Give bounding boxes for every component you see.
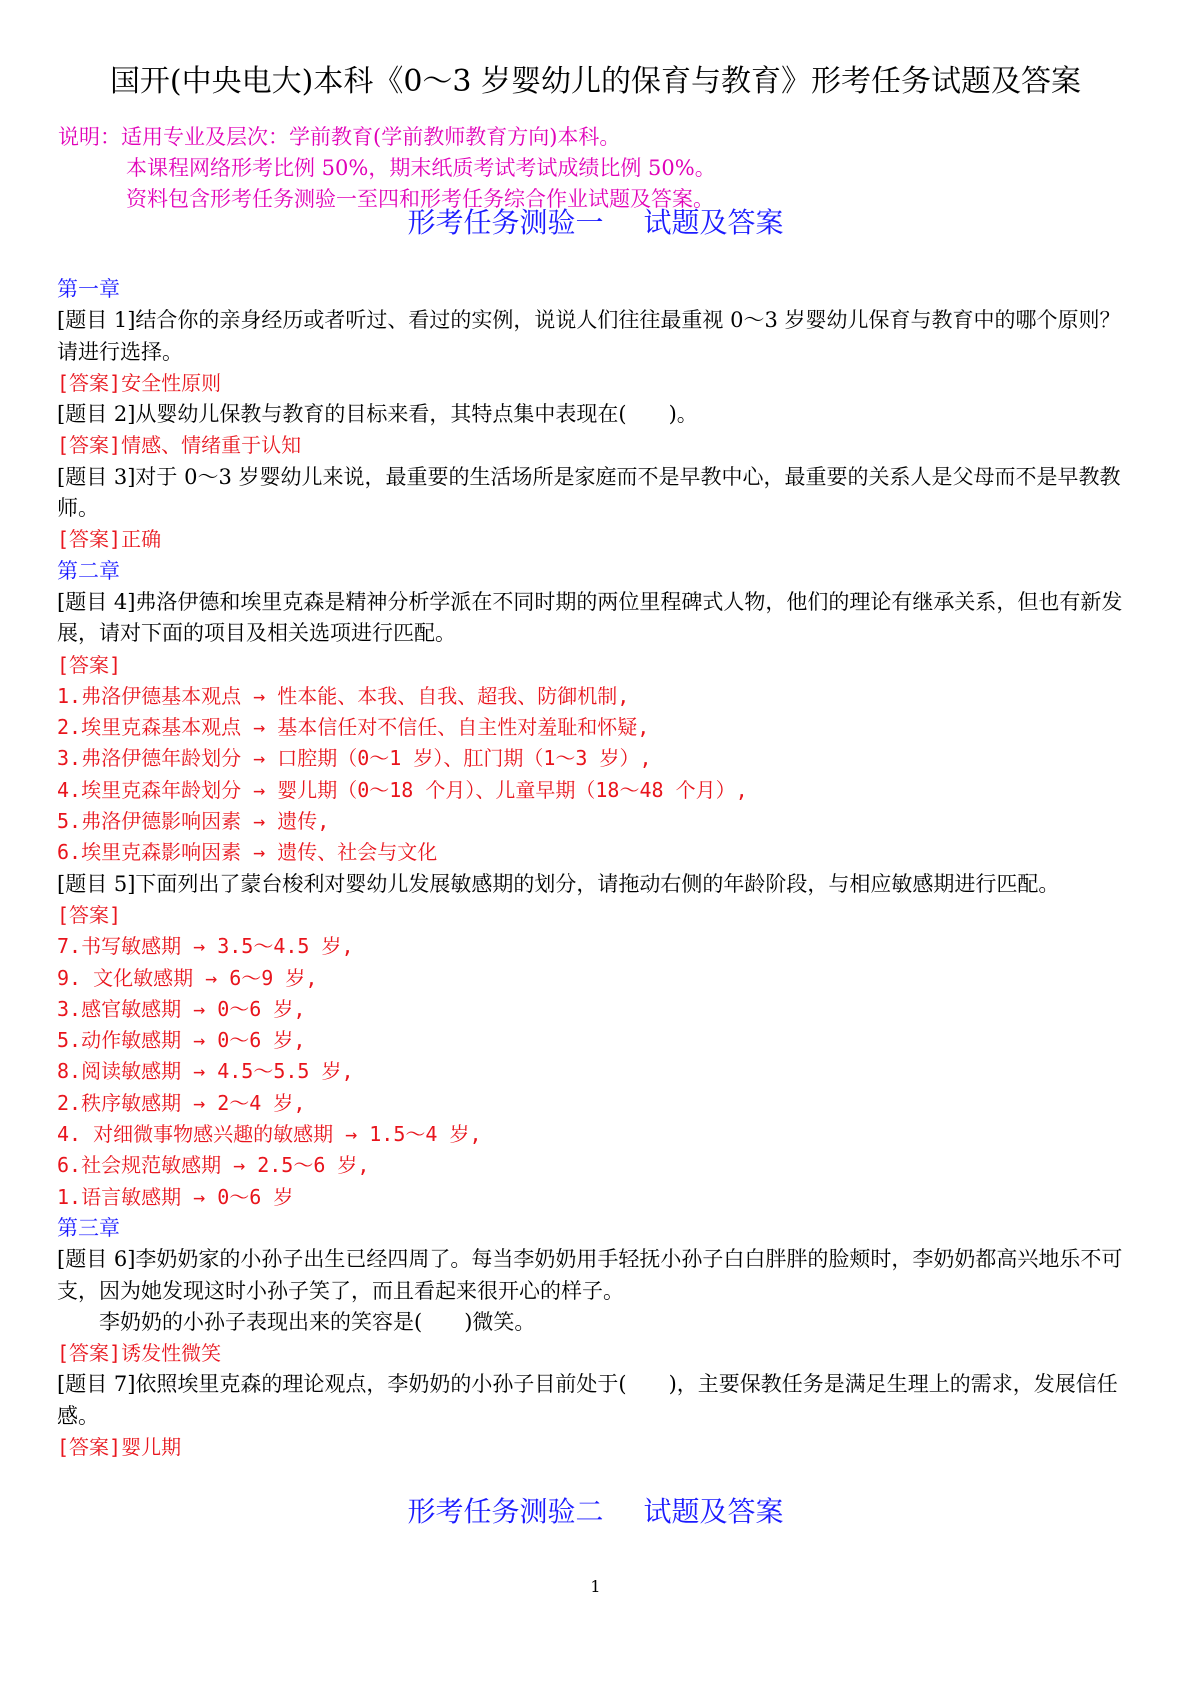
document-title: 国开(中央电大)本科《0～3 岁婴幼儿的保育与教育》形考任务试题及答案: [109, 64, 1082, 99]
chapter-heading: 第二章: [57, 558, 120, 583]
note-line-2: 本课程网络形考比例 50%，期末纸质考试考试成绩比例 50%。: [126, 156, 716, 180]
answer-7: [答案]婴儿期: [57, 1434, 182, 1459]
answer-item: 6.埃里克森影响因素 → 遗传、社会与文化: [57, 840, 438, 865]
question-4: [题目 4]弗洛伊德和埃里克森是精神分析学派在不同时期的两位里程碑式人物，他们的理论有继承关系，但也有新发展，请对下面的项目及相关选项进行匹配。: [57, 589, 1123, 646]
section-1-name: 形考任务测验一: [407, 206, 604, 239]
question-6b-text: 李奶奶的小孙子表现出来的笑容是( )微笑。: [99, 1309, 536, 1334]
question-6: [题目 6]李奶奶家的小孙子出生已经四周了。每当李奶奶用手轻抚小孙子白白胖胖的脸颊时，李奶奶都高兴地乐不可支，因为她发现这时小孙子笑了，而且看起来很开心的样子。: [57, 1247, 1123, 1303]
chapter-heading: 第三章: [57, 1215, 120, 1240]
note-line-1: 说明：适用专业及层次：学前教育(学前教师教育方向)本科。: [58, 125, 621, 149]
question-2: [题目 2]从婴幼儿保教与教育的目标来看，其特点集中表现在( )。: [57, 402, 698, 427]
page-number: 1: [590, 1577, 601, 1596]
answer-item: 4.埃里克森年龄划分 → 婴儿期（0～18 个月）、儿童早期（18～48 个月）,: [57, 777, 748, 802]
answer-5-label: [答案]: [57, 902, 122, 927]
question-1: [题目 1]结合你的亲身经历或者听过、看过的实例，说说人们往往最重视 0～3 岁婴幼儿保育与教育中的哪个原则？请进行选择。: [57, 308, 1121, 364]
answer-item: 7.书写敏感期 → 3.5～4.5 岁,: [57, 934, 354, 959]
answer-4-label: [答案]: [57, 652, 122, 677]
answer-item: 2.埃里克森基本观点 → 基本信任对不信任、自主性对羞耻和怀疑,: [57, 715, 650, 740]
answer-item: 5.弗洛伊德影响因素 → 遗传,: [57, 809, 330, 834]
answer-1: [答案]安全性原则: [57, 370, 222, 395]
section-title-2: [0, 1493, 1191, 1531]
section-2-suffix: 试题及答案: [643, 1495, 784, 1528]
answer-item: 1.语言敏感期 → 0～6 岁: [57, 1184, 294, 1209]
answer-item: 3.弗洛伊德年龄划分 → 口腔期（0～1 岁）、肛门期（1～3 岁）,: [57, 746, 652, 771]
answer-3: [答案]正确: [57, 527, 162, 552]
question-7: [题目 7]依照埃里克森的理论观点，李奶奶的小孙子目前处于( )，主要保教任务是满足生理上的需求，发展信任感。: [57, 1372, 1118, 1428]
question-3: [题目 3]对于 0～3 岁婴幼儿来说，最重要的生活场所是家庭而不是早教中心，最重要的关系人是父母而不是早教教师。: [57, 464, 1121, 521]
answer-item: 4. 对细微事物感兴趣的敏感期 → 1.5～4 岁,: [57, 1122, 482, 1147]
answer-2: [答案]情感、情绪重于认知: [57, 433, 302, 458]
answer-item: 8.阅读敏感期 → 4.5～5.5 岁,: [57, 1059, 354, 1084]
question-6-continued: [57, 1307, 1137, 1338]
answer-item: 9. 文化敏感期 → 6～9 岁,: [57, 965, 318, 990]
answer-item: 3.感官敏感期 → 0～6 岁,: [57, 996, 306, 1021]
section-1-body: [57, 274, 1137, 1463]
note-line-3: 资料包含形考任务测验一至四和形考任务综合作业试题及答案。: [126, 187, 714, 211]
question-5: [题目 5]下面列出了蒙台梭利对婴幼儿发展敏感期的划分，请拖动右侧的年龄阶段，与相应敏感期进行匹配。: [57, 871, 1060, 896]
chapter-heading: 第一章: [57, 277, 120, 301]
section-1-suffix: 试题及答案: [643, 206, 784, 239]
answer-item: 1.弗洛伊德基本观点 → 性本能、本我、自我、超我、防御机制,: [57, 683, 630, 708]
section-2-name: 形考任务测验二: [407, 1495, 604, 1528]
answer-item: 2.秩序敏感期 → 2～4 岁,: [57, 1090, 306, 1115]
answer-item: 5.动作敏感期 → 0～6 岁,: [57, 1028, 306, 1053]
section-title-1: [0, 204, 1191, 242]
answer-item: 6.社会规范敏感期 → 2.5～6 岁,: [57, 1153, 370, 1178]
answer-6: [答案]诱发性微笑: [57, 1341, 222, 1366]
note-block: [58, 122, 716, 215]
